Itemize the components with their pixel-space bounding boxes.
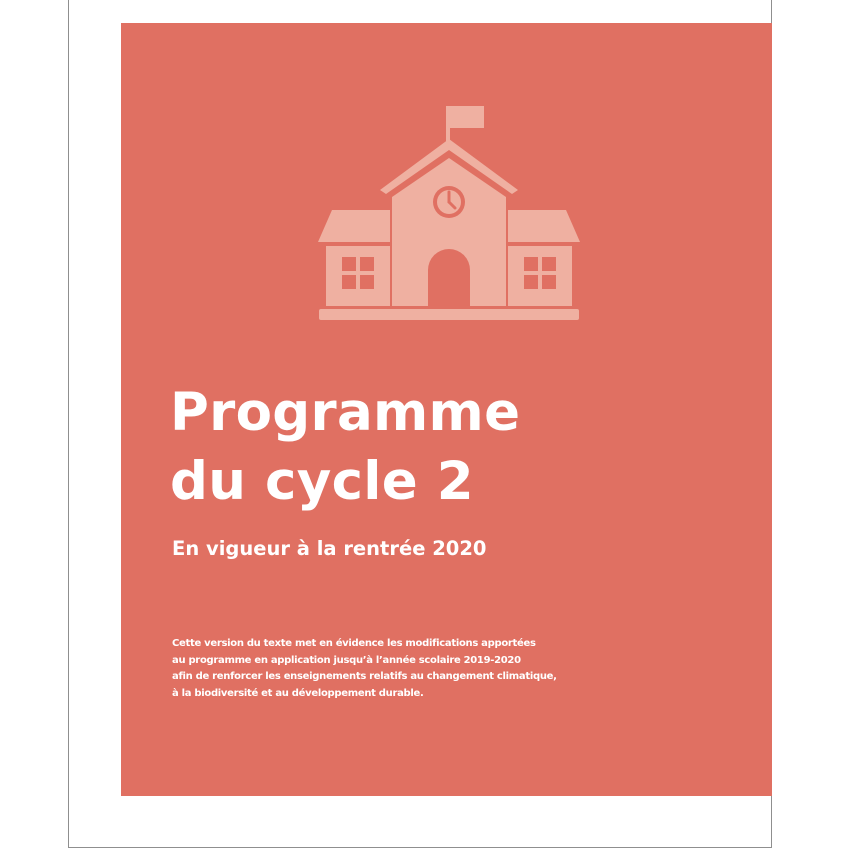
edition-note — [172, 636, 557, 702]
note-line-1: Cette version du texte met en évidence les modifications apportées — [172, 638, 536, 649]
note-line-2: au programme en application jusqu’à l’année scolaire 2019-2020 — [172, 654, 521, 666]
document-subtitle: En vigueur à la rentrée 2020 — [172, 537, 487, 560]
note-line-4: à la biodiversité et au développement durable. — [172, 687, 424, 699]
title-line-2: du cycle 2 — [170, 451, 474, 512]
school-building-icon — [318, 104, 580, 322]
title-line-1: Programme — [170, 382, 521, 443]
document-title — [170, 378, 520, 516]
note-line-3: afin de renforcer les enseignements relatifs au changement climatique, — [172, 671, 557, 682]
